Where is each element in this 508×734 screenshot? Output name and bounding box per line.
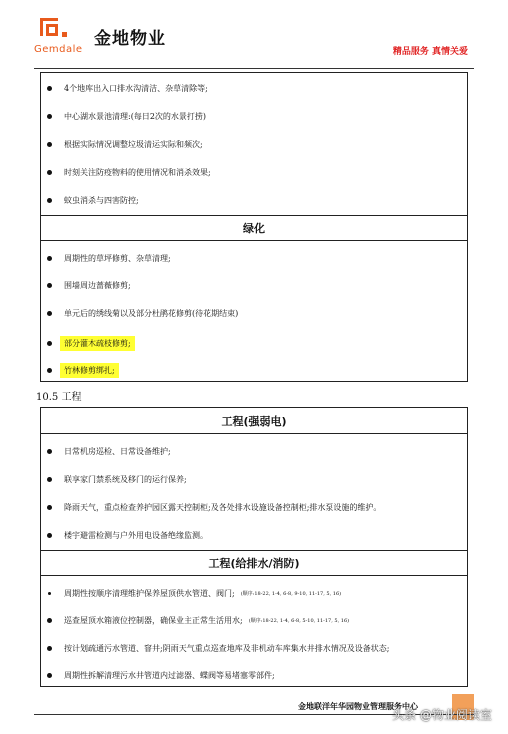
bullet-icon: [47, 477, 52, 482]
bullet-icon: [47, 86, 52, 91]
bullet-icon: [47, 646, 52, 651]
bullet-icon: [48, 592, 51, 595]
greening-title: 绿化: [41, 215, 467, 241]
bullet-icon: [47, 341, 52, 346]
bullet-icon: [47, 256, 52, 261]
list-item: 周期性的草坪修剪、杂草清理;: [41, 253, 467, 264]
bullet-icon: [47, 198, 52, 203]
list-item: 单元后的绣线菊以及部分杜鹃花修剪(待花期结束): [41, 308, 467, 319]
list-item: 根据实际情况调整垃圾清运实际和频次;: [41, 139, 467, 150]
list-item: 时刻关注防疫物料的使用情况和消杀效果;: [41, 167, 467, 178]
bullet-icon: [47, 618, 52, 623]
list-item: 蚊虫消杀与四害防控;: [41, 195, 467, 206]
list-item: 中心湖水景池清理:(每日2次的水景打捞): [41, 111, 467, 122]
list-item-highlighted: 竹林修剪绑扎;: [41, 363, 467, 378]
list-item: 日常机房巡检、日常设备维护;: [41, 446, 467, 457]
bullet-icon: [47, 673, 52, 678]
engineering-water-title: 工程(给排水/消防): [41, 550, 467, 576]
slogan: 精品服务 真情关爱: [392, 47, 468, 57]
watermark: 头条 @物业阅读室: [392, 708, 492, 722]
bullet-icon: [47, 142, 52, 147]
list-item: 按计划疏通污水管道、窨井;阴雨天气重点巡查地库及非机动车库集水井排水情况及设备状态;: [41, 643, 467, 654]
list-item: 降雨天气，重点检查养护园区露天控制柜;及各处排水设施设备控制柜;排水泵设施的维护。: [41, 502, 467, 513]
footer-text: 金地联洋年华园物业管理服务中心: [298, 701, 418, 711]
engineering-table: [40, 407, 468, 687]
logo-chinese: 金地物业: [94, 29, 166, 49]
bullet-icon: [47, 533, 52, 538]
bullet-icon: [47, 449, 52, 454]
header-divider: [34, 68, 474, 69]
bullet-icon: [47, 311, 52, 316]
list-item-highlighted: 部分灌木疏枝修剪;: [41, 336, 467, 351]
list-item: 4个地库出入口排水沟清洁、杂草清除等;: [41, 83, 467, 94]
gemdale-logo-icon: [40, 18, 66, 42]
cleaning-greening-table: [40, 72, 468, 382]
logo-english: Gemdale: [34, 44, 83, 55]
bullet-icon: [47, 368, 52, 373]
list-item: 周期性拆解清理污水井管道内过滤器、蝶阀等易堵塞零部件;: [41, 670, 467, 681]
bullet-icon: [47, 505, 52, 510]
list-item: 周期性按顺序清理维护保养屋顶供水管道、阀门; (顺序:18-22, 1-4, 6-8, 9-10, 11-17, 5, 16): [41, 588, 467, 599]
list-item: 联享家门禁系统及移门的运行保养;: [41, 474, 467, 485]
page-header: [34, 16, 474, 66]
bullet-icon: [47, 114, 52, 119]
bullet-icon: [47, 283, 52, 288]
list-item: 围墙周边蔷薇修剪;: [41, 280, 467, 291]
section-heading: 10.5 工程: [36, 392, 82, 403]
list-item: 巡查屋顶水箱液位控制器，确保业主正常生活用水; (顺序:18-22, 1-4, 6-8, 5-10, 11-17, 5, 16): [41, 615, 467, 626]
engineering-power-title: 工程(强弱电): [41, 408, 467, 434]
bullet-icon: [47, 170, 52, 175]
list-item: 楼宇避雷检测与户外用电设备绝缘监测。: [41, 530, 467, 541]
